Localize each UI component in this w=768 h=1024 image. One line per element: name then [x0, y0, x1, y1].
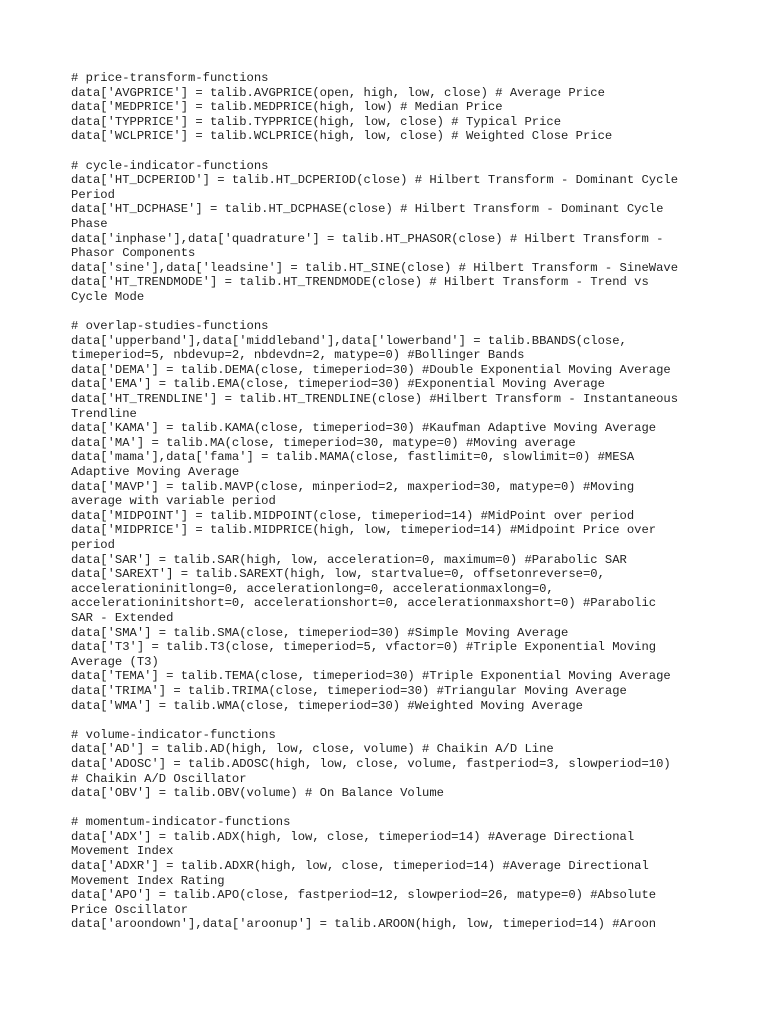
code-line: data['WCLPRICE'] = talib.WCLPRICE(high, low, close) # Weighted Close Price [71, 129, 613, 144]
code-line: data['EMA'] = talib.EMA(close, timeperiod=30) #Exponential Moving Average [71, 377, 605, 392]
price-transform-section [71, 71, 701, 144]
code-line: data['APO'] = talib.APO(close, fastperiod=12, slowperiod=26, matype=0) #Absolute [71, 888, 657, 903]
code-line: Phase [71, 216, 108, 231]
code-line: Phasor Components [71, 246, 196, 261]
momentum-indicator-section [71, 815, 701, 932]
code-document [71, 71, 701, 947]
code-line: # Chaikin A/D Oscillator [71, 771, 247, 786]
section-comment-heading: # cycle-indicator-functions [71, 158, 269, 173]
code-line: SAR - Extended [71, 610, 174, 625]
cycle-indicator-section [71, 159, 701, 305]
section-comment-heading: # volume-indicator-functions [71, 727, 276, 742]
code-line: data['ADOSC'] = talib.ADOSC(high, low, close, volume, fastperiod=3, slowperiod=10) [71, 756, 671, 771]
code-line: data['HT_DCPHASE'] = talib.HT_DCPHASE(close) # Hilbert Transform - Dominant Cycle [71, 202, 664, 217]
code-line: data['mama'],data['fama'] = talib.MAMA(close, fastlimit=0, slowlimit=0) #MESA [71, 450, 635, 465]
code-line: accelerationinitshort=0, accelerationshort=0, accelerationmaxshort=0) #Parabolic [71, 596, 657, 611]
code-line: data['TYPPRICE'] = talib.TYPPRICE(high, low, close) # Typical Price [71, 114, 562, 129]
code-line: Average (T3) [71, 654, 159, 669]
code-line: Period [71, 187, 115, 202]
code-line: data['MIDPOINT'] = talib.MIDPOINT(close, timeperiod=14) #MidPoint over period [71, 508, 635, 523]
code-line: data['KAMA'] = talib.KAMA(close, timeperiod=30) #Kaufman Adaptive Moving Average [71, 421, 657, 436]
code-line: accelerationinitlong=0, accelerationlong=0, accelerationmaxlong=0, [71, 581, 554, 596]
code-line: data['WMA'] = talib.WMA(close, timeperiod=30) #Weighted Moving Average [71, 698, 583, 713]
code-line: data['sine'],data['leadsine'] = talib.HT_SINE(close) # Hilbert Transform - SineWave [71, 260, 679, 275]
code-line: data['OBV'] = talib.OBV(volume) # On Balance Volume [71, 786, 444, 801]
section-comment-heading: # overlap-studies-functions [71, 319, 269, 334]
code-line: data['DEMA'] = talib.DEMA(close, timeperiod=30) #Double Exponential Moving Average [71, 362, 671, 377]
code-line: data['HT_TRENDMODE'] = talib.HT_TRENDMODE(close) # Hilbert Transform - Trend vs [71, 275, 649, 290]
code-line: data['MA'] = talib.MA(close, timeperiod=30, matype=0) #Moving average [71, 435, 576, 450]
code-line: data['inphase'],data['quadrature'] = talib.HT_PHASOR(close) # Hilbert Transform - [71, 231, 664, 246]
code-line: data['SMA'] = talib.SMA(close, timeperiod=30) #Simple Moving Average [71, 625, 569, 640]
code-line: data['ADXR'] = talib.ADXR(high, low, close, timeperiod=14) #Average Directional [71, 859, 649, 874]
code-line: data['TEMA'] = talib.TEMA(close, timeperiod=30) #Triple Exponential Moving Average [71, 669, 671, 684]
overlap-studies-section [71, 319, 701, 713]
code-line: data['TRIMA'] = talib.TRIMA(close, timeperiod=30) #Triangular Moving Average [71, 683, 627, 698]
code-line: data['MIDPRICE'] = talib.MIDPRICE(high, low, timeperiod=14) #Midpoint Price over [71, 523, 657, 538]
section-comment-heading: # momentum-indicator-functions [71, 815, 291, 830]
code-line: Movement Index Rating [71, 873, 225, 888]
code-line: data['HT_TRENDLINE'] = talib.HT_TRENDLINE(close) #Hilbert Transform - Instantaneous [71, 392, 679, 407]
code-line: data['MAVP'] = talib.MAVP(close, minperiod=2, maxperiod=30, matype=0) #Moving [71, 479, 635, 494]
code-line: data['MEDPRICE'] = talib.MEDPRICE(high, low) # Median Price [71, 100, 503, 115]
code-line: Cycle Mode [71, 289, 145, 304]
code-line: data['AD'] = talib.AD(high, low, close, volume) # Chaikin A/D Line [71, 742, 554, 757]
code-line: Movement Index [71, 844, 174, 859]
volume-indicator-section [71, 728, 701, 801]
code-line: data['upperband'],data['middleband'],data['lowerband'] = talib.BBANDS(close, [71, 333, 627, 348]
code-line: data['aroondown'],data['aroonup'] = talib.AROON(high, low, timeperiod=14) #Aroon [71, 917, 657, 932]
code-line: period [71, 538, 115, 552]
code-line: data['AVGPRICE'] = talib.AVGPRICE(open, high, low, close) # Average Price [71, 85, 605, 100]
code-line: data['SAR'] = talib.SAR(high, low, acceleration=0, maximum=0) #Parabolic SAR [71, 552, 627, 567]
code-line: Adaptive Moving Average [71, 465, 240, 480]
code-line: Trendline [71, 406, 137, 421]
code-line: timeperiod=5, nbdevup=2, nbdevdn=2, matype=0) #Bollinger Bands [71, 348, 525, 363]
code-line: data['HT_DCPERIOD'] = talib.HT_DCPERIOD(close) # Hilbert Transform - Dominant Cycle [71, 173, 679, 188]
code-line: Price Oscillator [71, 902, 189, 917]
code-line: data['T3'] = talib.T3(close, timeperiod=5, vfactor=0) #Triple Exponential Moving [71, 640, 657, 655]
section-comment-heading: # price-transform-functions [71, 71, 269, 85]
code-line: data['SAREXT'] = talib.SAREXT(high, low, startvalue=0, offsetonreverse=0, [71, 567, 605, 582]
code-line: average with variable period [71, 494, 276, 509]
code-line: data['ADX'] = talib.ADX(high, low, close, timeperiod=14) #Average Directional [71, 829, 635, 844]
